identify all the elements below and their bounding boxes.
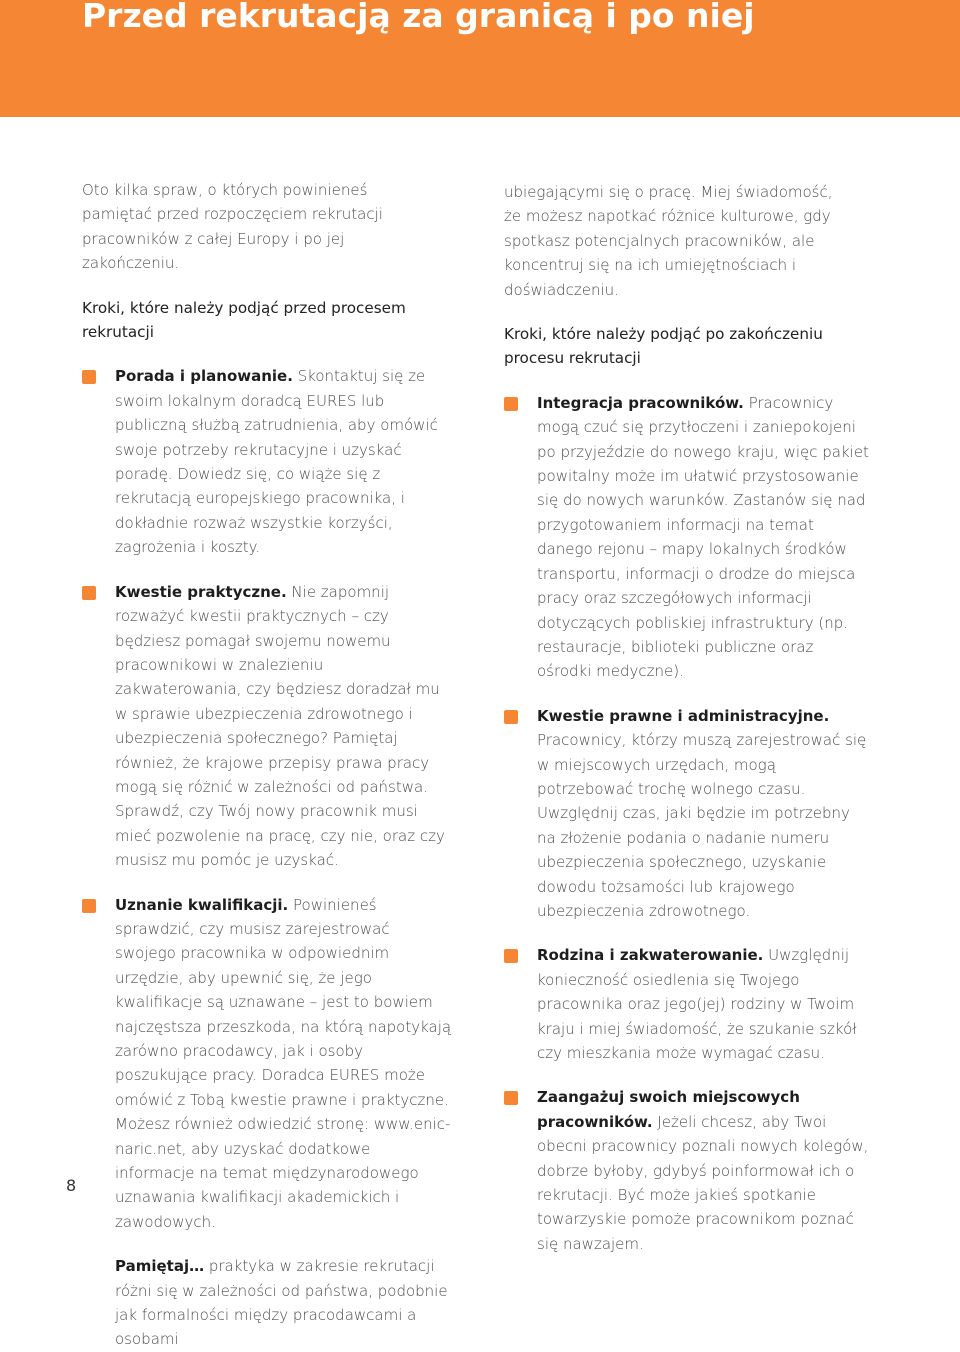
title-banner <box>0 0 960 117</box>
orange-square-icon <box>504 710 518 724</box>
intro-paragraph: Oto kilka spraw, o których powinieneś pamiętać przed rozpoczęciem rekrutacji pracowników z całej Europy i po jej zakończeniu. <box>82 181 383 273</box>
left-column <box>82 178 454 1352</box>
page-number: 8 <box>66 1176 77 1195</box>
orange-square-icon <box>82 370 96 384</box>
bullet-title: Uznanie kwalifikacji. <box>115 895 289 914</box>
bullet-item <box>504 1085 872 1256</box>
bullet-item <box>504 391 872 684</box>
bullet-text: Pracownicy, którzy muszą zarejestrować się w miejscowych urzędach, mogą potrzebować trochę wolnego czasu. Uwzględnij czas, jaki będzie im potrzebny na złożenie podania o nadanie numeru ubezpieczenia społecznego, uzyskanie dowodu tożsamości lub krajowego ubezpieczenia zdrowotnego. <box>537 731 867 920</box>
bullet-item <box>504 704 872 924</box>
bullet-title: Kwestie praktyczne. <box>115 582 287 601</box>
bullet-title: Kwestie prawne i administracyjne. <box>537 706 830 725</box>
orange-square-icon <box>504 1091 518 1105</box>
bullet-text: Skontaktuj się ze swoim lokalnym doradcą EURES lub publiczną służbą zatrudnienia, aby omówić swoje potrzeby rekrutacyjne i uzyskać poradę. Dowiedz się, co wiąże się z rekrutacją europejskiego pracownika, i dokładnie rozważ wszystkie korzyści, zagrożenia i koszty. <box>115 367 438 557</box>
continuation-paragraph: ubiegającymi się o pracę. Miej świadomość, że możesz napotkać różnice kulturowe, gdy spotkasz potencjalnych pracowników, ale koncentruj się na ich umiejętnościach i doświadczeniu. <box>504 183 833 299</box>
bullet-item <box>82 893 454 1235</box>
orange-square-icon <box>504 397 518 411</box>
orange-square-icon <box>82 586 96 600</box>
bullet-text: Nie zapomnij rozważyć kwestii praktycznych – czy będziesz pomagał swojemu nowemu pracownikowi w znalezieniu zakwaterowania, czy będziesz doradzał mu w sprawie ubezpieczenia zdrowotnego i ubezpieczenia społecznego? Pamiętaj również, że krajowe przepisy prawa pracy mogą się różnić w zależności od państwa. Sprawdź, czy Twój nowy pracownik musi mieć pozwolenie na pracę, czy nie, oraz czy musisz mu pomóc je uzyskać. <box>115 582 445 870</box>
bullet-text: Pracownicy mogą czuć się przytłoczeni i zaniepokojeni po przyjeździe do nowego kraju, więc pakiet powitalny może im ułatwić przystosowanie się do nowych warunków. Zastanów się nad przygotowaniem informacji na temat danego rejonu – mapy lokalnych środków transportu, informacji o drodze do miejsca pracy oraz szczegółowych informacji dotyczących pobliskiej infrastruktury (np. restauracje, biblioteki publiczne oraz ośrodki medyczne). <box>537 393 869 681</box>
reminder-note <box>115 1254 454 1352</box>
orange-square-icon <box>82 899 96 913</box>
page-title: Przed rekrutacją za granicą i po niej <box>82 0 755 35</box>
section-heading-before: Kroki, które należy podjąć przed procesem rekrutacji <box>82 298 406 342</box>
section-heading-after: Kroki, które należy podjąć po zakończeniu procesu rekrutacji <box>504 325 823 368</box>
note-title: Pamiętaj… <box>115 1257 205 1276</box>
right-column <box>504 180 872 1256</box>
note-text: praktyka w zakresie rekrutacji różni się w zależności od państwa, podobnie jak formalności między pracodawcami a osobami <box>115 1257 448 1349</box>
bullet-text: Uwzględnij konieczność osiedlenia się Twojego pracownika oraz jego(jej) rodziny w Twoim kraju i miej świadomość, że szukanie szkół czy mieszkania może wymagać czasu. <box>537 946 857 1062</box>
bullet-title: Integracja pracowników. <box>537 393 744 412</box>
orange-square-icon <box>504 949 518 963</box>
bullet-item <box>82 364 454 559</box>
bullet-title: Rodzina i zakwaterowanie. <box>537 946 764 965</box>
bullet-text: Powinieneś sprawdzić, czy musisz zarejestrować swojego pracownika w odpowiednim urzędzie, aby upewnić się, że jego kwalifikacje są uznawane – jest to bowiem najczęstsza przeszkoda, na którą napotykają zarówno pracodawcy, jak i osoby poszukujące pracy. Doradca EURES może omówić z Tobą kwestie prawne i praktyczne. Możesz również odwiedzić stronę: www.enic-naric.net, aby uzyskać dodatkowe informacje na temat międzynarodowego uznawania kwalifikacji akademickich i zawodowych. <box>115 895 452 1231</box>
bullet-title: Zaangażuj swoich miejscowych pracowników. <box>537 1088 800 1131</box>
bullet-item <box>504 943 872 1065</box>
bullet-text: Jeżeli chcesz, aby Twoi obecni pracownicy poznali nowych kolegów, dobrze byłoby, gdybyś poinformował ich o rekrutacji. Być może jakieś spotkanie towarzyskie pomoże pracownikom poznać się nawzajem. <box>537 1112 869 1253</box>
bullet-title: Porada i planowanie. <box>115 367 293 386</box>
bullet-item <box>82 580 454 873</box>
